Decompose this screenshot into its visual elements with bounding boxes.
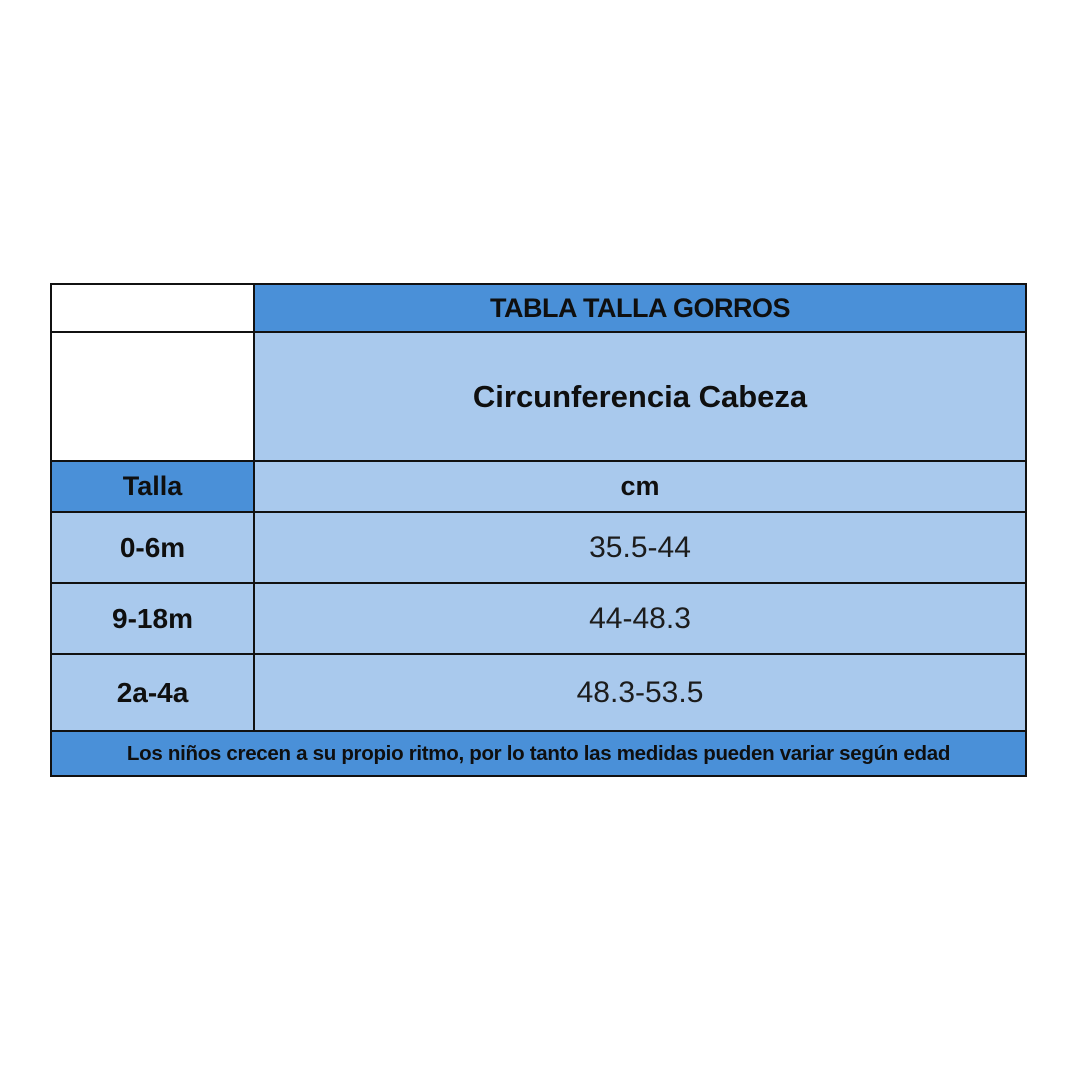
size-chart <box>50 283 1027 777</box>
row-value: 44-48.3 <box>254 583 1026 654</box>
column-header-row <box>51 461 1026 512</box>
title-row <box>51 284 1026 332</box>
empty-corner <box>51 332 254 461</box>
table-row <box>51 654 1026 731</box>
row-value: 35.5-44 <box>254 512 1026 583</box>
col-header-talla: Talla <box>51 461 254 512</box>
row-label: 9-18m <box>51 583 254 654</box>
subtitle-row <box>51 332 1026 461</box>
footnote-text: Los niños crecen a su propio ritmo, por lo tanto las medidas pueden variar según edad <box>51 731 1026 776</box>
table-row <box>51 583 1026 654</box>
empty-corner <box>51 284 254 332</box>
chart-title: TABLA TALLA GORROS <box>254 284 1026 332</box>
row-value: 48.3-53.5 <box>254 654 1026 731</box>
table-row <box>51 512 1026 583</box>
col-header-cm: cm <box>254 461 1026 512</box>
row-label: 2a-4a <box>51 654 254 731</box>
subtitle-circunferencia-cabeza: Circunferencia Cabeza <box>254 332 1026 461</box>
size-chart-table <box>50 283 1027 777</box>
footnote-row <box>51 731 1026 776</box>
row-label: 0-6m <box>51 512 254 583</box>
